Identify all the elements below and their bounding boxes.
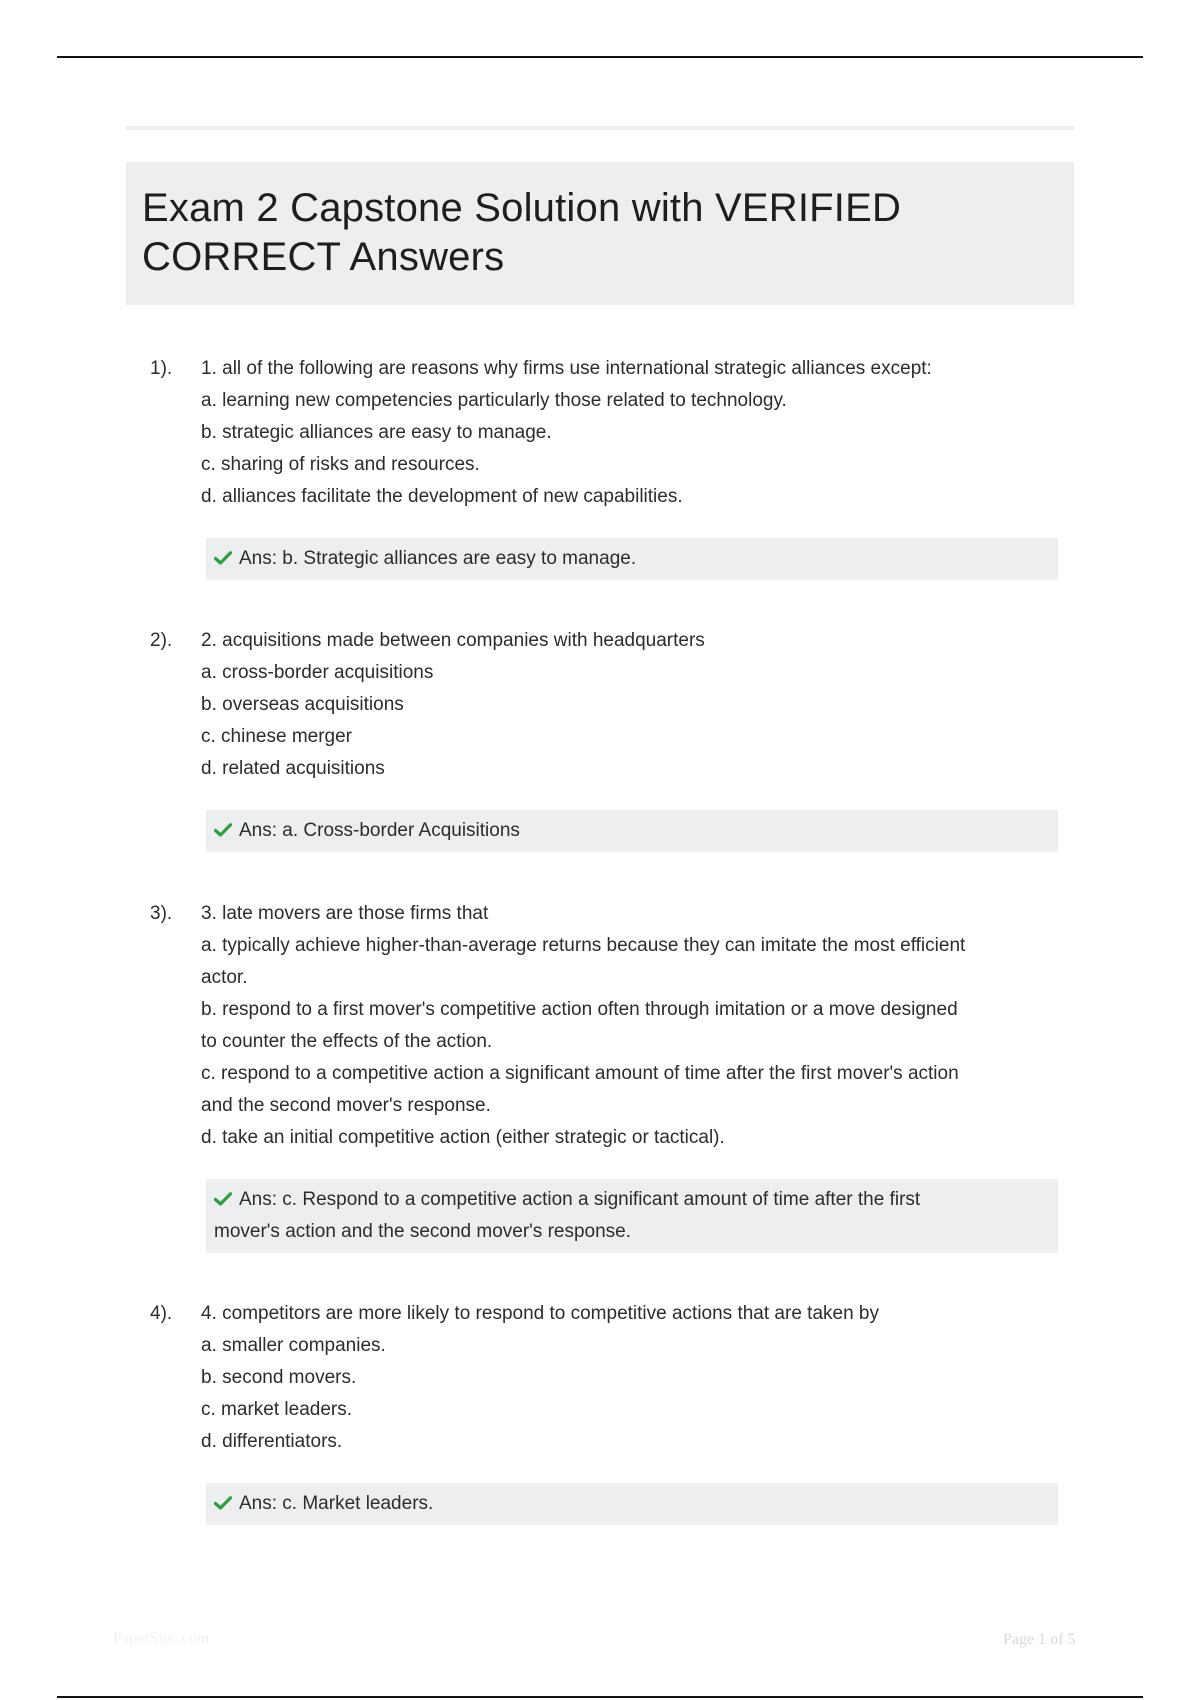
- option-d: d. related acquisitions: [201, 758, 385, 779]
- answer-text: Ans: a. Cross-border Acquisitions: [239, 820, 520, 841]
- option-a: a. learning new competencies particularly those related to technology.: [201, 390, 787, 411]
- option-c: c. respond to a competitive action a significant amount of time after the first mover's action: [201, 1063, 959, 1084]
- question-stem: 1. all of the following are reasons why firms use international strategic alliances except:: [201, 358, 932, 379]
- answer-box: [206, 538, 1058, 580]
- title-banner: [126, 162, 1074, 305]
- answer-text: Ans: b. Strategic alliances are easy to manage.: [239, 548, 637, 569]
- option-d: d. alliances facilitate the development of new capabilities.: [201, 486, 683, 507]
- question-stem: 3. late movers are those firms that: [201, 903, 489, 924]
- option-a-continued: actor.: [201, 967, 248, 988]
- question-text: [201, 353, 1066, 513]
- answer-box: [206, 1179, 1058, 1253]
- watermark-text: PaperStoc.com: [113, 1630, 210, 1647]
- check-icon: [214, 551, 232, 565]
- question-text: [201, 898, 1066, 1154]
- answer-text-line-2: mover's action and the second mover's response.: [214, 1221, 632, 1242]
- option-a: a. smaller companies.: [201, 1335, 386, 1356]
- option-b: b. respond to a first mover's competitive action often through imitation or a move designed: [201, 999, 958, 1020]
- check-icon: [214, 823, 232, 837]
- option-d: d. differentiators.: [201, 1431, 343, 1452]
- option-b-continued: to counter the effects of the action.: [201, 1031, 493, 1052]
- answer-text: Ans: c. Market leaders.: [239, 1493, 434, 1514]
- option-c: c. sharing of risks and resources.: [201, 454, 480, 475]
- option-b: b. second movers.: [201, 1367, 357, 1388]
- question-stem: 2. acquisitions made between companies with headquarters: [201, 630, 705, 651]
- top-divider: [57, 56, 1143, 58]
- option-c: c. chinese merger: [201, 726, 353, 747]
- question-text: [201, 625, 1066, 785]
- question-number: 4).: [150, 1303, 173, 1324]
- option-c: c. market leaders.: [201, 1399, 352, 1420]
- page-title: Exam 2 Capstone Solution with VERIFIED CORRECT Answers: [142, 186, 902, 279]
- answer-box: [206, 1483, 1058, 1525]
- question-number: 1).: [150, 358, 173, 379]
- answer-box: [206, 810, 1058, 852]
- question-stem: 4. competitors are more likely to respond to competitive actions that are taken by: [201, 1303, 879, 1324]
- option-c-continued: and the second mover's response.: [201, 1095, 491, 1116]
- check-icon: [214, 1192, 232, 1206]
- option-a: a. cross-border acquisitions: [201, 662, 434, 683]
- question-text: [201, 1298, 1066, 1458]
- page-number: Page 1 of 5: [1003, 1631, 1076, 1648]
- option-b: b. strategic alliances are easy to manage.: [201, 422, 552, 443]
- question-number: 3).: [150, 903, 173, 924]
- header-rule: [126, 126, 1074, 130]
- option-a: a. typically achieve higher-than-average returns because they can imitate the most efficient: [201, 935, 966, 956]
- question-number: 2).: [150, 630, 173, 651]
- answer-text-line-1: Ans: c. Respond to a competitive action a significant amount of time after the first: [239, 1189, 921, 1210]
- check-icon: [214, 1496, 232, 1510]
- option-d: d. take an initial competitive action (either strategic or tactical).: [201, 1127, 725, 1148]
- bottom-divider: [57, 1696, 1143, 1698]
- option-b: b. overseas acquisitions: [201, 694, 404, 715]
